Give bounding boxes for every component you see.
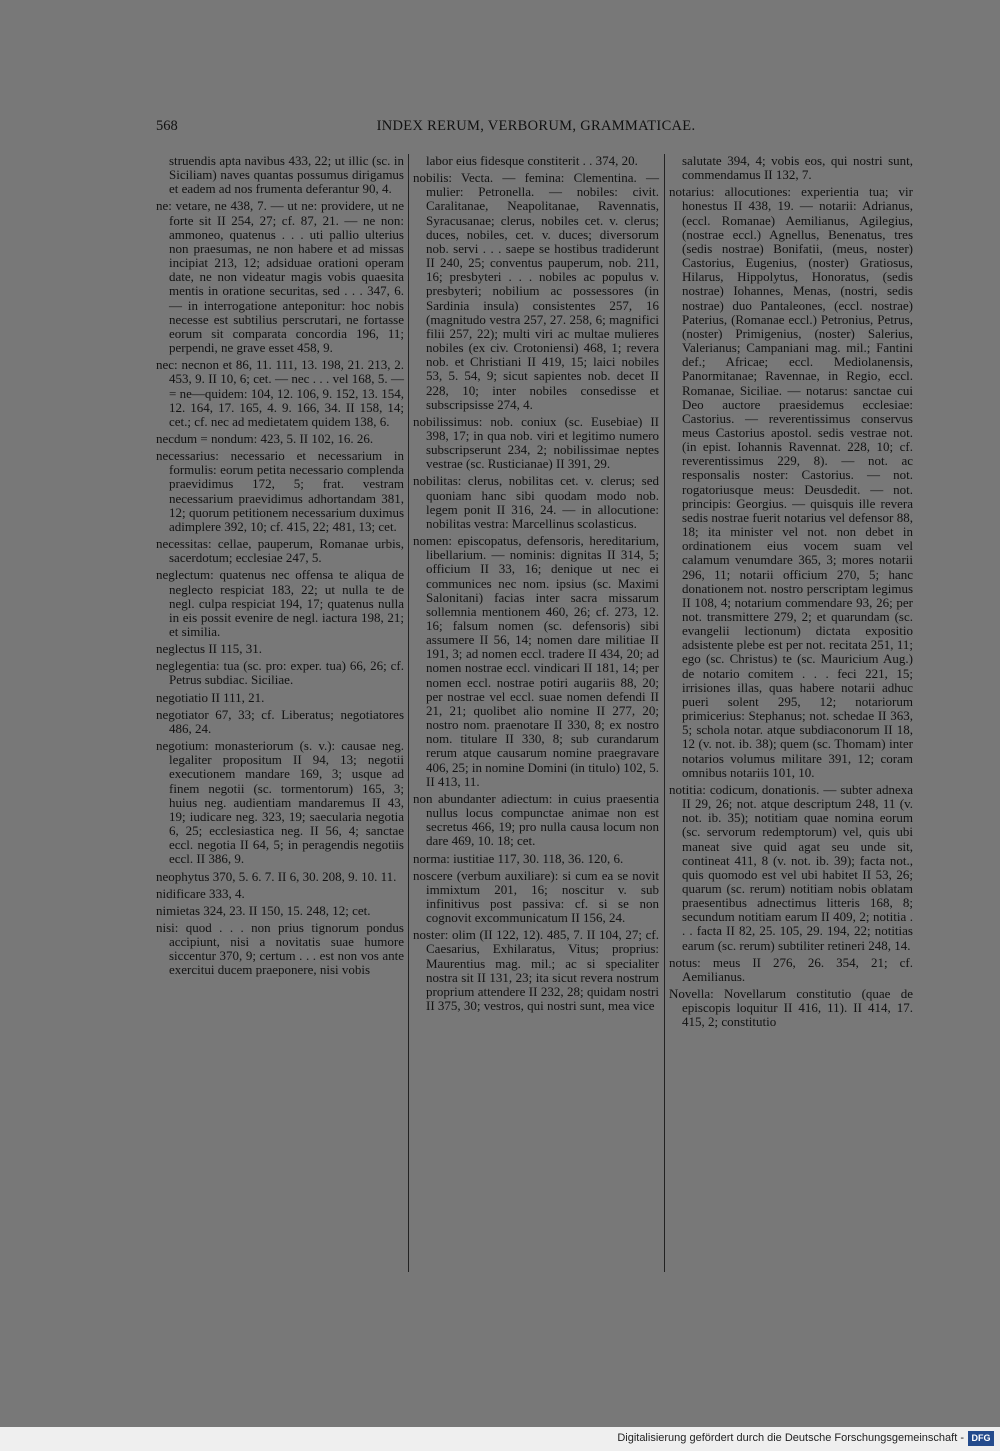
- page-number: 568: [156, 118, 178, 134]
- index-entry: noster: olim (II 122, 12). 485, 7. II 104, 27; cf. Caesarius, Exhilaratus, Vitus; proprius: Maurentius mag. mil.; ac si specialiter nostra sit II 131, 23; ita sicut revera nostrum proprium attendere II 232, 28; quidam nostri II 375, 30; vestros, qui nostri sunt, mea vice: [413, 927, 659, 1014]
- index-entry: ne: vetare, ne 438, 7. — ut ne: providere, ut ne forte sit II 254, 27; cf. 87, 21. — ne non: ammoneo, quatenus . . . uti pallio ulterius non praesumas, ne non habere et ad missas incipiat 213, 12; adsiduae orationi operam date, ne non videatur magis vobis quaesita mentis in oratione securitas, sed . . . 347, 6. — in interrogatione anteponitur: hoc nobis necesse est subtilius perscrutari, ne fortasse eorum sit comparata concordia 196, 11; perpendi, ne grave esset 458, 9.: [156, 198, 404, 356]
- dfg-logo: DFG: [968, 1431, 994, 1446]
- index-entry: nec: necnon et 86, 11. 111, 13. 198, 21. 213, 2. 453, 9. II 10, 6; cet. — nec . . . vel 168, 5. — = ne—quidem: 104, 12. 106, 9. 152, 13. 154, 12. 164, 17. 165, 4. 9. 166, 34. II 158, 14; cet.; cf. nec ad medietatem quidem 138, 6.: [156, 357, 404, 429]
- footer-bar: [0, 1427, 1000, 1451]
- index-entry: negotiator 67, 33; cf. Liberatus; negotiatores 486, 24.: [156, 706, 404, 736]
- index-entry: neglectus II 115, 31.: [156, 641, 263, 657]
- index-entry: neglectum: quatenus nec offensa te aliqua de neglecto respiciat 183, 22; ut nulla te de negl. culpa respiciat 194, 17; quatenus nulla in eis possit evenire de negl. iactura 198, 21; et similia.: [156, 567, 404, 639]
- index-entry: neophytus 370, 5. 6. 7. II 6, 30. 208, 9. 10. 11.: [156, 868, 397, 884]
- index-entry: nobilissimus: nob. coniux (sc. Eusebiae) II 398, 17; in qua nob. viri et legitimo numero subscripserunt 234, 2; nobilissimae neptes vestrae (sc. Rusticianae) II 391, 29.: [413, 413, 659, 472]
- running-title: INDEX RERUM, VERBORUM, GRAMMATICAE.: [376, 118, 696, 134]
- index-entry: neglegentia: tua (sc. pro: exper. tua) 66, 26; cf. Petrus subdiac. Siciliae.: [156, 658, 404, 688]
- index-entry: Novella: Novellarum constitutio (quae de episcopis loquitur II 416, 11). II 414, 17. 415, 2; constitutio: [669, 986, 913, 1030]
- index-entry: noscere (verbum auxiliare): si cum ea se novit immixtum 201, 16; noscitur v. sub infinitivus post passiva: cf. si se non cognovit excommunicatum II 156, 24.: [413, 867, 659, 926]
- footer-credit: Digitalisierung gefördert durch die Deutsche Forschungsgemeinschaft -: [617, 1432, 964, 1444]
- column-middle: [413, 154, 659, 1016]
- index-entry: nomen: episcopatus, defensoris, hereditarium, libellarium. — nominis: dignitas II 314, 5; officium II 33, 16; denique ut nec ei communices nec nom. ipsius (sc. Maximi Salonitani) facias inter sacra missarum sollemnia mentionem 460, 26; cf. 273, 12. 16; falsum nomen (sc. defensoris) sibi assumere II 56, 14; nomen dare militiae II 191, 3; ad nomen eccl. tradere II 434, 20; ad nomen nostrae eccl. vindicari II 181, 14; per nomen eccl. nostrae potiri augariis 88, 20; per nostrae vel eccl. suae nomen defendi II 21, 21; quolibet alio nomine II 277, 20; nostro nom. praenotare II 330, 8; ex nostro nom. titulare II 330, 8; sub curandarum rerum atque causarum nomine praegravare 406, 25; in nomine Domini (in titulo) 102, 5. II 413, 11.: [413, 533, 659, 789]
- index-entry: necessitas: cellae, pauperum, Romanae urbis, sacerdotum; ecclesiae 247, 5.: [156, 536, 404, 566]
- column-rule: [664, 154, 665, 1272]
- index-entry: notarius: allocutiones: experientia tua; vir honestus II 438, 19. — notarii: Adrianus, (eccl. Romanae) Aemilianus, Agilegius, (nostrae eccl.) Agnellus, Benenatus, tres (sedis nostrae) Bonifatii, (meus, noster) Castorius, Eugenius, (noster) Gratiosus, Hilarus, Hippolytus, Honoratus, (sedis nostrae) Iohannes, Menas, (nostri, sedis nostrae) duo Pantaleones, (eccl. nostrae) Paterius, (Romanae eccl.) Petronius, Petrus, (noster) Primigenius, (noster) Salerius, Valerianus; Campaniani mag. mil.; Fantini def.; Africae; eccl. Mediolanensis, Panormitanae; Ravennae, in Regio, eccl. Romanae, Siciliae. — notarus: sanctae cui Deo auctore praesidemus ecclesiae: Castorius. — reverentissimus conservus meus Castorius apostol. sedis vestrae not. (in epist. Iohannis Ravennat. 228, 10; cf. reverentissimus 229, 8). — not. ac responsalis noster: Castorius. — not. rogatoriusque meus: Deusdedit. — not. principis: Georgius. — quisquis ille revera sedis nostrae fuerit notarius vel defensor 88, 18; ita minister vel not. non debet in ordinationem eius vocem suam vel calamum venumdare 365, 3; mores notarii 296, 11; notarii officium 270, 5; hanc donationem not. nostro perscriptam legimus II 108, 4; notarium commendare 93, 26; per not. transmittere 279, 2; et quarundam (sc. evangelii lectionum) dictata expositio adsistente plebe est per not. recitata 251, 11; ego (sc. Christus) te (sc. Mauricium Aug.) de notario comitem . . . feci 221, 15; irrisiones illas, quas habere notarii adhuc pueri solent 295, 12; notariorum primicerius: Stephanus; not. schedae II 363, 5; schola notar. atque subdiaconorum II 18, 12 (v. not. ib. 38); quem (sc. Thomam) inter notarios volumus militare 391, 12; coram omnibus notariis 101, 10.: [669, 184, 913, 780]
- running-header: [156, 118, 916, 140]
- column-right: [669, 154, 913, 1033]
- column-rule: [408, 154, 409, 1272]
- index-entry: notitia: codicum, donationis. — subter adnexa II 29, 26; not. atque descriptum 248, 11 (v. not. ib. 35); notitiam quae nomina eorum (sc. servorum redemptorum) vel, quis ubi maneat sive quid agat seu unde sit, contineat 411, 8 (v. not. ib. 39); facta not., quis quomodo est vel ubi habitet II 53, 26; quarum (sc. rerum) notitiam nobis oblatam praesentibus adnectimus litteris 168, 8; secundum notitiam earum II 409, 2; notitia . . . facta II 82, 25. 105, 29. 194, 22; notitias earum (sc. rerum) subtiliter retineri 248, 14.: [669, 781, 913, 953]
- index-entry: negotiatio II 111, 21.: [156, 689, 265, 705]
- column-left: [156, 154, 404, 981]
- index-entry: necdum = nondum: 423, 5. II 102, 16. 26.: [156, 430, 374, 446]
- index-entry: labor eius fidesque constiterit . . 374, 20.: [426, 153, 638, 168]
- index-entry: salutate 394, 4; vobis eos, qui nostri sunt, commendamus II 132, 7.: [682, 153, 913, 183]
- index-entry: nidificare 333, 4.: [156, 885, 245, 901]
- index-entry: nobilitas: clerus, nobilitas cet. v. clerus; sed quoniam hanc sibi quodam modo nob. legem ponit II 316, 24. — in allocutione: nobilitas vestra: Marcellinus scolasticus.: [413, 473, 659, 531]
- index-entry: necessarius: necessario et necessarium in formulis: eorum petita necessario complenda praevidimus 172, 5; frat. vestram necessarium praevidimus adhortandam 381, 12; quorum petitionem necessarium duximus adimplere 392, 10; cf. 415, 22; 481, 13; cet.: [156, 448, 404, 534]
- index-entry: negotium: monasteriorum (s. v.): causae neg. legaliter propositum II 94, 13; negotii executionem mandare 169, 3; usque ad finem negotii (sc. tormentorum) 165, 3; huius neg. audientiam mandaremus II 43, 19; iudicare neg. 323, 19; saecularia negotia 6, 25; ecclesiastica neg. II 56, 4; sanctae eccl. negotia II 64, 5; in peragendis negotiis eccl. II 386, 9.: [156, 738, 404, 867]
- index-entry: notus: meus II 276, 26. 354, 21; cf. Aemilianus.: [669, 954, 913, 984]
- index-entry: nimietas 324, 23. II 150, 15. 248, 12; cet.: [156, 902, 371, 918]
- index-entry: struendis apta navibus 433, 22; ut illic (sc. in Siciliam) naves quantas possumus dirigamus et eadem ad nos frumenta deferantur 90, 4.: [169, 153, 404, 197]
- index-entry: norma: iustitiae 117, 30. 118, 36. 120, 6.: [413, 850, 624, 866]
- index-entry: non abundanter adiectum: in cuius praesentia nullus locus compunctae animae non est secretus 466, 19; pro nulla causa locum non dare 469, 10. 18; cet.: [413, 790, 659, 849]
- index-entry: nobilis: Vecta. — femina: Clementina. — mulier: Petronella. — nobiles: civit. Caralitanae, Neapolitanae, Ravennatis, Syracusanae; clerus, nobiles cet. v. clerus; duces, nobiles, cet. v. duces; diversorum nob. servi . . . saepe se hostibus tradiderunt II 240, 25; conventus pauperum, nob. 211, 16; presbyteri . . . nobiles ac populus v. presbyteri; nobilium ac possessores (in Sardinia insula) consistentes 257, 16 (magnitudo vestra 257, 27. 258, 6; magnifici filii 257, 22); multi viri ac multae mulieres nobiles (ex civ. Crotoniensi) 468, 1; revera nob. et Christiani II 419, 15; laici nobiles 53, 5. 54, 9; sicut sapientes nob. decet II 228, 10; inter nobiles consedisse et subscripsisse 274, 4.: [413, 170, 659, 412]
- index-entry: nisi: quod . . . non prius tignorum pondus accipiunt, nisi a novitatis suae humore siccentur 370, 9; certum . . . est non vos ante exercitui ducem praeponere, nisi vobis: [156, 919, 404, 978]
